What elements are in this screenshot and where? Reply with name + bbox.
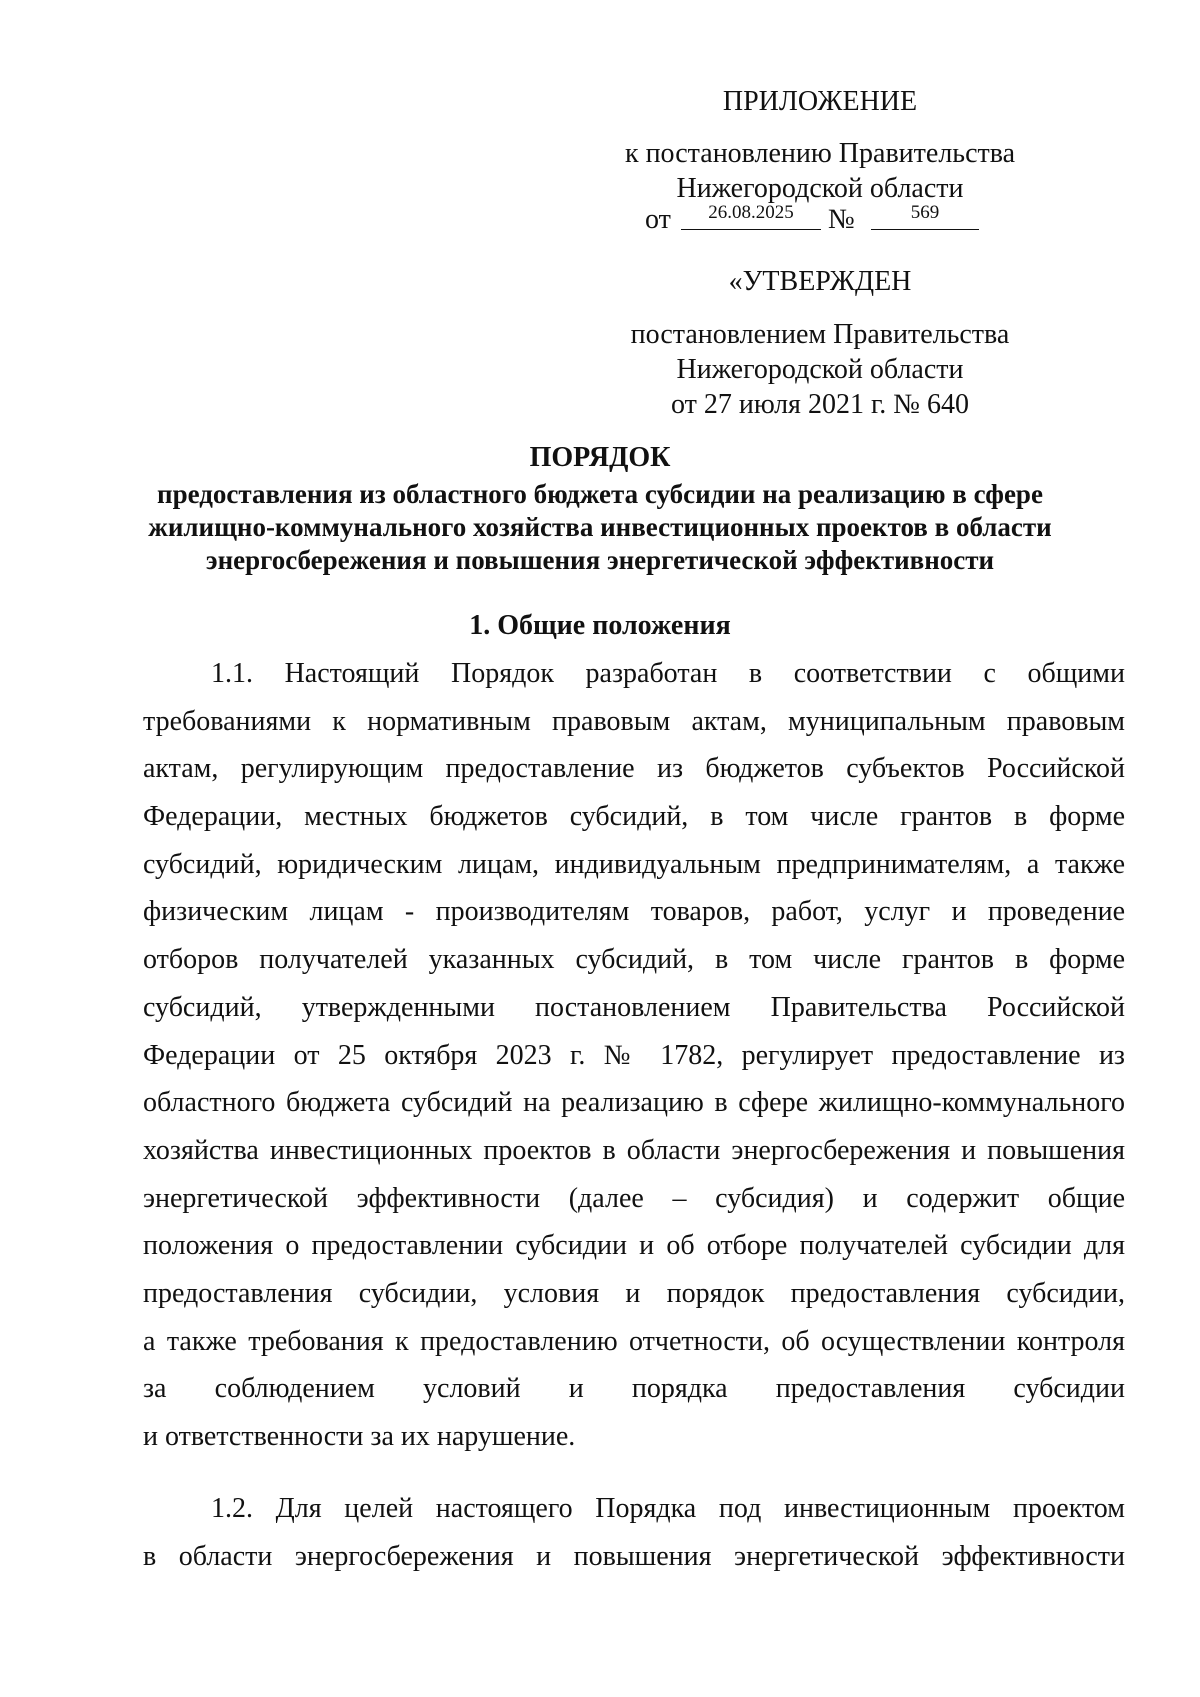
text-line: субсидий, утвержденными постановлением Правительства Российской (143, 991, 1125, 1023)
text-line: актам, регулирующим предоставление из бюджетов субъектов Российской (143, 753, 1125, 785)
approved-line: от 27 июля 2021 г. № 640 (671, 389, 969, 420)
paragraph-1-1 (143, 650, 1125, 1461)
subtitle-line: предоставления из областного бюджета субсидии на реализацию в сфере (157, 479, 1043, 509)
annex-date: 26.08.2025 (681, 202, 821, 230)
text-line: требованиями к нормативным правовым актам, муниципальным правовым (143, 705, 1125, 737)
text-line: энергетической эффективности (далее – субсидия) и содержит общие (143, 1182, 1125, 1214)
text-line: областного бюджета субсидий на реализацию в сфере жилищно-коммунального (143, 1087, 1125, 1119)
annex-line: Нижегородской области (676, 173, 964, 204)
text-line: субсидий, юридическим лицам, индивидуальным предпринимателям, а также (143, 848, 1125, 880)
text-line: хозяйства инвестиционных проектов в области энергосбережения и повышения (143, 1134, 1125, 1166)
annex-title: ПРИЛОЖЕНИЕ (722, 86, 918, 117)
annex-number: 569 (871, 202, 979, 230)
approved-line: Нижегородской области (676, 354, 964, 385)
annex-date-number-line (645, 202, 1005, 238)
approved-text (610, 317, 1030, 422)
date-prefix: от (645, 204, 671, 235)
text-line: предоставления субсидии, условия и порядок предоставления субсидии, (143, 1277, 1125, 1309)
text-line: в области энергосбережения и повышения энергетической эффективности (143, 1540, 1125, 1572)
approved-title: «УТВЕРЖДЕН (728, 266, 912, 297)
text-line: физическим лицам - производителям товаров, работ, услуг и проведение (143, 896, 1125, 928)
text-line: Федерации от 25 октября 2023 г. № 1782, регулирует предоставление из (143, 1039, 1125, 1071)
text-line: а также требования к предоставлению отчетности, об осуществлении контроля (143, 1325, 1125, 1357)
subtitle-line: энергосбережения и повышения энергетической эффективности (205, 545, 995, 575)
document-subtitle (0, 478, 1200, 577)
number-prefix: № (828, 204, 855, 235)
annex-line: к постановлению Правительства (624, 138, 1016, 169)
document-title: ПОРЯДОК (529, 442, 671, 473)
text-line: и ответственности за их нарушение. (143, 1421, 576, 1452)
text-line: за соблюдением условий и порядка предоставления субсидии (143, 1373, 1125, 1405)
text-line: 1.1. Настоящий Порядок разработан в соответствии с общими (211, 658, 1125, 689)
text-line: 1.2. Для целей настоящего Порядка под инвестиционным проектом (211, 1493, 1125, 1524)
text-line: отборов получателей указанных субсидий, в том числе грантов в форме (143, 944, 1125, 976)
text-line: положения о предоставлении субсидии и об отборе получателей субсидии для (143, 1230, 1125, 1262)
annex-text (610, 136, 1030, 206)
text-line: Федерации, местных бюджетов субсидий, в том числе грантов в форме (143, 801, 1125, 833)
section-heading: 1. Общие положения (469, 610, 731, 641)
approved-line: постановлением Правительства (630, 319, 1010, 350)
subtitle-line: жилищно-коммунального хозяйства инвестиционных проектов в области (148, 512, 1052, 542)
paragraph-1-2 (143, 1485, 1125, 1580)
